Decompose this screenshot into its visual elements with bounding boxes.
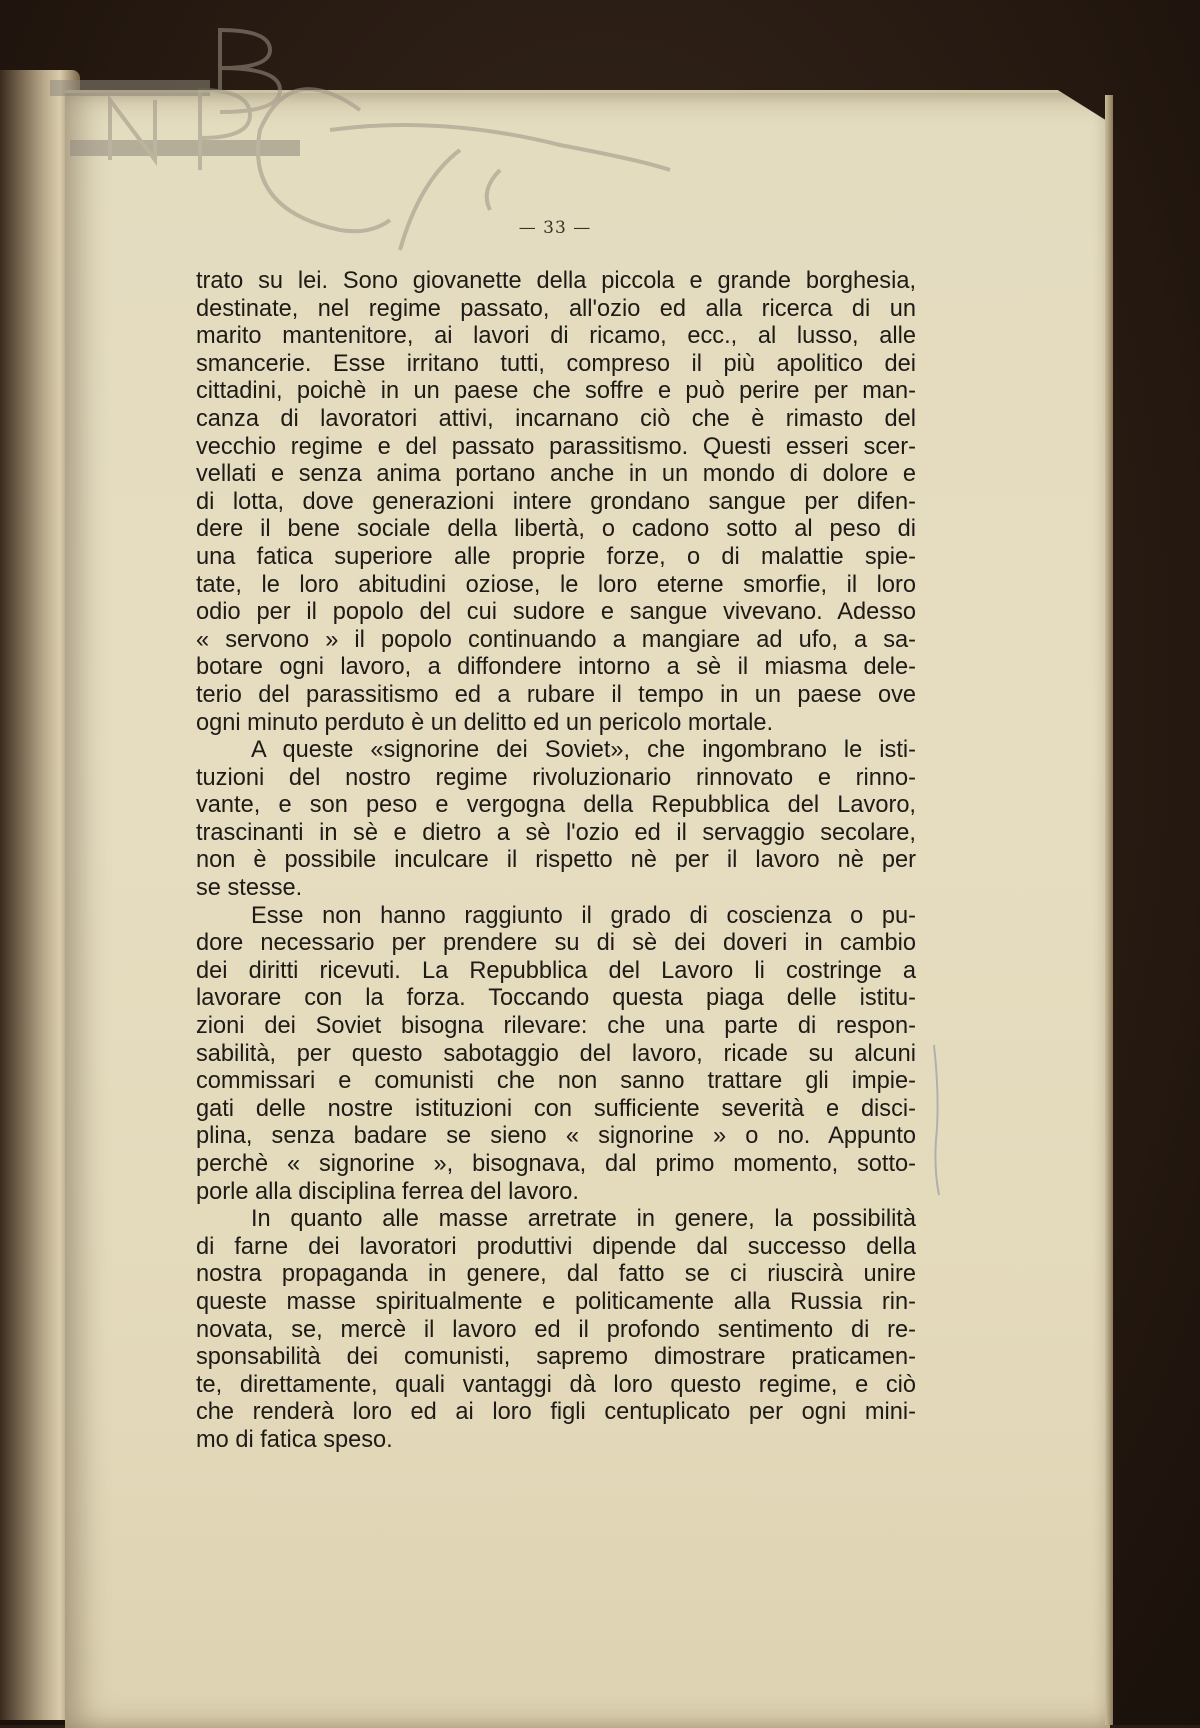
text-line: non è possibile inculcare il rispetto nè per il lavoro nè per [196, 847, 916, 874]
text-line: ogni minuto perduto è un delitto ed un pericolo mortale. [196, 709, 774, 736]
text-line: marito mantenitore, ai lavori di ricamo, ecc., al lusso, alle [196, 323, 916, 350]
page-body-text [196, 268, 916, 1455]
text-line: sabilità, per questo sabotaggio del lavoro, ricade su alcuni [196, 1040, 916, 1067]
text-line: terio del parassitismo ed a rubare il tempo in un paese ove [196, 681, 916, 708]
text-line: plina, senza badare se sieno « signorine » o no. Appunto [196, 1123, 916, 1150]
text-line: vecchio regime e del passato parassitismo. Questi esseri scer- [196, 433, 916, 460]
text-line: canza di lavoratori attivi, incarnano ciò che è rimasto del [196, 405, 916, 432]
text-line: cittadini, poichè in un paese che soffre e può perire per man- [196, 378, 916, 405]
text-line: vellati e senza anima portano anche in un mondo di dolore e [196, 461, 916, 488]
text-line: smancerie. Esse irritano tutti, compreso il più apolitico dei [196, 350, 916, 377]
text-line: te, direttamente, quali vantaggi dà loro questo regime, e ciò [196, 1371, 916, 1398]
text-line: tuzioni del nostro regime rivoluzionario rinnovato e rinno- [196, 764, 916, 791]
text-line: sponsabilità dei comunisti, sapremo dimostrare praticamen- [196, 1344, 916, 1371]
text-line: dei diritti ricevuti. La Repubblica del Lavoro li costringe a [196, 957, 916, 984]
text-line: di farne dei lavoratori produttivi dipende dal successo della [196, 1233, 916, 1260]
page-stack-edge [1105, 95, 1113, 1725]
text-line: gati delle nostre istituzioni con sufficiente severità e disci- [196, 1095, 916, 1122]
text-line: porle alla disciplina ferrea del lavoro. [196, 1178, 579, 1205]
text-line: se stesse. [196, 875, 303, 902]
text-line: che renderà loro ed ai loro figli centuplicato per ogni mini- [196, 1399, 916, 1426]
text-line: dere il bene sociale della libertà, o cadono sotto al peso di [196, 516, 916, 543]
text-line: perchè « signorine », bisognava, dal primo momento, sotto- [196, 1151, 916, 1177]
text-line: di lotta, dove generazioni intere grondano sangue per difen- [196, 488, 916, 515]
text-line: queste masse spiritualmente e politicamente alla Russia rin- [196, 1288, 916, 1315]
text-line: lavorare con la forza. Toccando questa piaga delle istitu- [196, 985, 916, 1012]
text-line: trato su lei. Sono giovanette della piccola e grande borghesia, [196, 268, 916, 294]
text-line: In quanto alle masse arretrate in genere, la possibilità [251, 1206, 916, 1233]
text-line: nostra propaganda in genere, dal fatto se ci riuscirà unire [196, 1261, 916, 1288]
text-line: commissari e comunisti che non sanno trattare gli impie- [196, 1068, 916, 1095]
text-line: vante, e son peso e vergogna della Repubblica del Lavoro, [196, 792, 916, 819]
text-line: tate, le loro abitudini oziose, le loro eterne smorfie, il loro [196, 571, 916, 598]
text-line: A queste «signorine dei Soviet», che ingombrano le isti- [251, 737, 916, 764]
text-line: dore necessario per prendere su di sè dei doveri in cambio [196, 930, 916, 957]
text-line: odio per il popolo del cui sudore e sangue vivevano. Adesso [196, 599, 916, 626]
text-line: zioni dei Soviet bisogna rilevare: che una parte di respon- [196, 1013, 916, 1040]
text-line: trascinanti in sè e dietro a sè l'ozio ed il servaggio secolare, [196, 819, 916, 846]
text-line: destinate, nel regime passato, all'ozio ed alla ricerca di un [196, 295, 916, 322]
text-line: una fatica superiore alle proprie forze, o di malattie spie- [196, 543, 916, 570]
text-line: mo di fatica speso. [196, 1426, 393, 1453]
text-line: « servono » il popolo continuando a mangiare ad ufo, a sa- [196, 626, 916, 653]
margin-pencil-mark [930, 1040, 946, 1200]
text-line: Esse non hanno raggiunto il grado di coscienza o pu- [251, 902, 916, 929]
text-line: novata, se, mercè il lavoro ed il profondo sentimento di re- [196, 1316, 916, 1343]
page-number: — 33 — [518, 218, 592, 238]
text-line: botare ogni lavoro, a diffondere intorno a sè il miasma dele- [196, 654, 916, 681]
library-logo-watermark [40, 20, 700, 260]
